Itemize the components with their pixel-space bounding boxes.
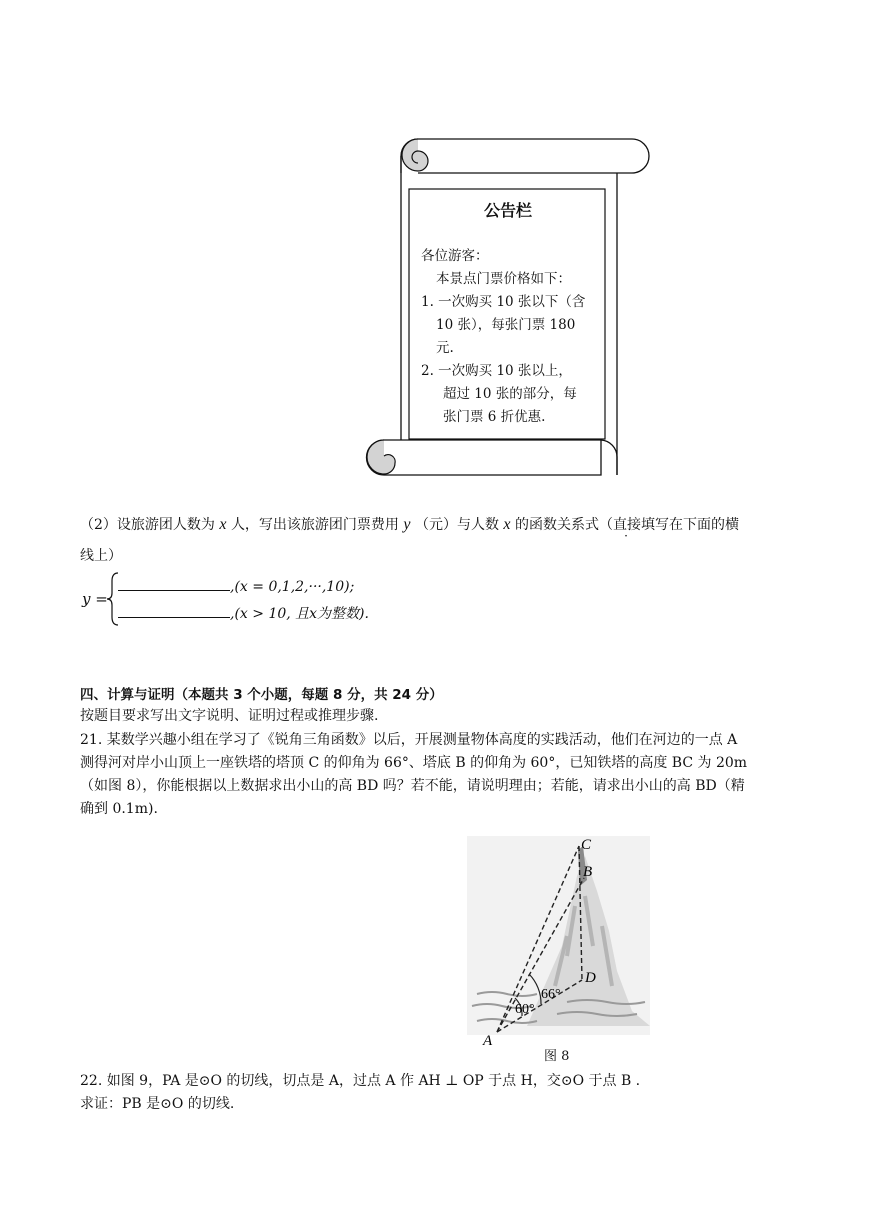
figure-caption: 图 8: [544, 1049, 570, 1064]
notice-title: 公告栏: [483, 201, 532, 220]
label-A: A: [483, 1033, 493, 1046]
case-2: [118, 603, 369, 623]
label-B: B: [583, 864, 593, 880]
notice-rule2-line3: 张门票 6 折优惠.: [443, 409, 546, 425]
q2-text-b: 人，写出该旅游团门票费用: [230, 517, 399, 533]
figure-8: [467, 836, 651, 1046]
q21-line2: 测得河对岸小山顶上一座铁塔的塔顶 C 的仰角为 66°、塔底 B 的仰角为 60°，已知铁塔的高度 BC 为 20m: [80, 755, 748, 771]
q21-line3: （如图 8），你能根据以上数据求出小山的高 BD 吗？若不能，请说明理由；若能，请求出小山的高 BD（精: [80, 778, 745, 794]
q21-line4: 确到 0.1m).: [80, 801, 158, 817]
var-y: y: [403, 516, 411, 533]
notice-rule2-line1: 2. 一次购买 10 张以上，: [421, 363, 572, 379]
label-angle-66: 66°: [541, 987, 561, 1002]
y-equals: y =: [82, 590, 108, 608]
var-x: x: [219, 516, 227, 533]
q22-line2: 求证：PB 是⊙O 的切线.: [80, 1096, 235, 1112]
label-D: D: [585, 970, 596, 986]
q2-text-a: （2）设旅游团人数为: [80, 517, 215, 533]
q22-line1: 22. 如图 9，PA 是⊙O 的切线，切点是 A，过点 A 作 AH ⊥ OP 于点 H，交⊙O 于点 B .: [80, 1073, 641, 1089]
notice-intro: 本景点门票价格如下：: [436, 271, 571, 287]
section4-instruction: 按题目要求写出文字说明、证明过程或推理步骤.: [80, 708, 379, 724]
notice-rule1-line2: 10 张），每张门票 180: [436, 317, 576, 333]
case2-condition: ,(x > 10, 且x为整数).: [230, 606, 369, 622]
label-angle-60: 60°: [515, 1002, 535, 1017]
q2-line2: 线上）: [80, 548, 122, 564]
notice-greeting: 各位游客：: [421, 248, 489, 264]
notice-rule2-line2: 超过 10 张的部分，每: [443, 386, 577, 402]
notice-rule1-line3: 元.: [436, 340, 454, 356]
case2-blank[interactable]: [118, 603, 230, 618]
q21-line1: 21. 某数学兴趣小组在学习了《锐角三角函数》以后，开展测量物体高度的实践活动，他们在河边的一点 A: [80, 732, 738, 748]
q2-line1: [80, 514, 739, 534]
var-x-2: x: [503, 516, 511, 533]
q2-text-d: 的函数关系式（: [514, 517, 613, 533]
case1-blank[interactable]: [118, 576, 230, 591]
section4-heading: 四、计算与证明（本题共 3 个小题，每题 8 分，共 24 分）: [80, 687, 443, 703]
notice-rule1-line1: 1. 一次购买 10 张以下（含: [421, 294, 586, 310]
q2-text-e: 填写在下面的横: [640, 517, 739, 533]
label-C: C: [581, 837, 592, 853]
case-1: [118, 576, 354, 595]
q2-text-c: （元）与人数: [414, 517, 499, 533]
case1-condition: ,(x = 0,1,2,···,10);: [230, 579, 355, 595]
q2-emphasis: 直接: [612, 517, 641, 533]
